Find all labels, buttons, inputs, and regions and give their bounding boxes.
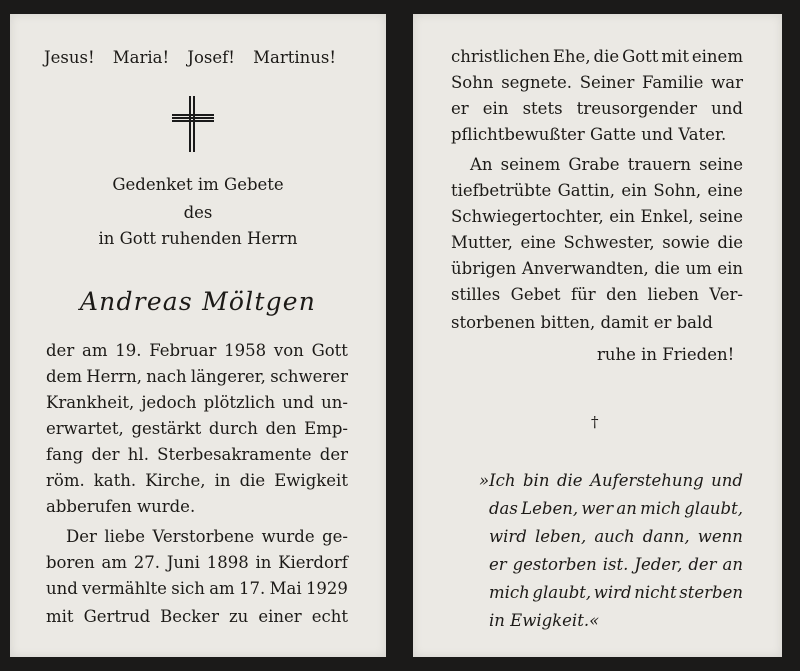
text-word: ein [482,99,509,118]
text-word: wird [489,527,527,546]
text-word: gestorben [512,555,597,574]
text-word: ein [717,259,743,278]
text-word: un- [321,393,348,412]
text-word: Gertrud [83,607,151,626]
text-word: röm. [46,471,85,490]
text-word: schwerer [270,367,348,386]
text-word: der [46,341,75,360]
text-word: den [265,419,297,438]
text-word: Krankheit, [46,393,135,412]
text-word: ist. [602,555,629,574]
text-word: er [451,99,469,118]
text-word: Jeder, [634,555,683,574]
text-word: vermählte [82,579,167,598]
text-line [46,607,348,627]
text-word: Familie [642,73,704,92]
text-word: wird [593,583,632,602]
text-word: der [319,445,348,464]
text-word: Der [66,527,97,546]
text-word: war [711,73,743,92]
text-word: zu [228,607,249,626]
text-word: 1958 [224,341,267,360]
text-line [470,155,743,175]
text-word: Enkel, [640,207,694,226]
text-word: an [722,555,743,574]
invocation-word: Maria! [112,48,170,67]
text-word: »Ich [479,471,516,490]
text-word: echt [311,607,348,626]
text-word: um [685,259,712,278]
text-word: er [489,555,507,574]
text-word: Becker [160,607,219,626]
text-word: dem [46,367,82,386]
text-line [451,125,726,145]
text-word: und [711,471,743,490]
text-word: wenn [697,527,743,546]
text-word: die [717,233,743,252]
text-word: glaubt, [684,499,743,518]
text-word: plötzlich [203,393,276,412]
text-line [46,445,348,465]
text-line [46,367,348,387]
text-word: Anverwandten, [521,259,649,278]
text-word: Juni [166,553,200,572]
text-word: wer [581,499,614,518]
text-word: Schwester, [563,233,655,252]
text-word: die [654,259,680,278]
text-word: eine [707,181,743,200]
text-word: fang [46,445,84,464]
text-word: der [688,555,717,574]
text-word: abberufen wurde. [46,497,196,516]
invocation-word: Jesus! [44,48,95,67]
text-word: Schwiegertochter, [451,207,604,226]
text-word: ein [621,181,648,200]
text-word: übrigen [451,259,517,278]
text-word: mich [489,583,530,602]
text-line [46,471,348,491]
closing-line: ruhe in Frieden! [597,345,735,364]
text-word: 27. [133,553,161,572]
text-line [489,555,743,575]
text-word: Ver- [709,285,743,304]
text-word: Emp- [304,419,348,438]
text-word: am [81,341,108,360]
text-word: für [571,285,596,304]
text-word: gestärkt [131,419,202,438]
text-word: erwartet, [46,419,124,438]
text-word: Leben, [521,499,579,518]
deceased-name: Andreas Möltgen [79,287,317,316]
intro-line: in Gott ruhenden Herrn [98,229,298,248]
text-word: der [91,445,120,464]
intro-line: des [183,203,213,222]
text-word: seine [699,207,743,226]
text-word: Auferstehung [590,471,704,490]
text-word: in [255,553,272,572]
text-word: Gattin, [557,181,616,200]
text-word: auch [594,527,635,546]
text-word: Mutter, [451,233,513,252]
text-word: stets [522,99,563,118]
text-word: glaubt, [532,583,592,602]
text-word: Herrn, [86,367,143,386]
text-word: Grabe [568,155,620,174]
text-word: von [273,341,304,360]
text-word: ge- [322,527,348,546]
text-word: in Ewigkeit.« [489,611,600,630]
text-word: Mai [269,579,302,598]
text-word: Gebet [510,285,561,304]
text-line [451,313,713,333]
text-line [479,471,743,491]
invocation-word: Josef! [187,48,235,67]
text-word: und [282,393,315,412]
small-cross-icon: † [591,413,599,431]
text-line [451,99,743,119]
text-word: christlichen [451,47,550,66]
text-word: 19. [115,341,142,360]
text-word: nach [146,367,187,386]
text-word: den [606,285,638,304]
text-word: die [239,471,266,490]
text-word: lieben [647,285,699,304]
left-page [10,14,386,657]
text-line [451,259,743,279]
text-line [489,583,743,603]
text-word: Kierdorf [278,553,348,572]
text-word: sowie [662,233,710,252]
text-word: Ehe, [552,47,591,66]
text-line [66,527,348,547]
text-line [451,207,743,227]
text-word: Sohn, [653,181,702,200]
invocation-line [44,48,336,68]
cross-icon [172,96,214,152]
text-word: dann, [642,527,690,546]
text-line [489,611,599,631]
text-word: Kirche, [145,471,206,490]
text-word: längerer, [190,367,266,386]
text-word: die [556,471,583,490]
text-word: Seiner [579,73,635,92]
text-word: 1898 [206,553,249,572]
text-line [46,553,348,573]
text-word: durch [208,419,258,438]
text-word: storbenen bitten, damit er bald [451,313,713,332]
text-line [46,579,348,599]
text-word: hl. [127,445,149,464]
text-word: segnete. [501,73,573,92]
right-page [413,14,782,657]
text-word: treusorgender [576,99,698,118]
text-word: Sohn [451,73,494,92]
text-line [451,47,743,67]
text-word: am [209,579,235,598]
text-word: Sterbesakramente [157,445,312,464]
text-line [489,527,743,547]
text-word: pflichtbewußter Gatte und Vater. [451,125,727,144]
text-line [451,285,743,305]
text-word: trauern [627,155,691,174]
text-word: Ewigkeit [274,471,348,490]
text-word: und [711,99,743,118]
text-word: an [616,499,637,518]
text-line [451,73,743,93]
text-word: Gott [311,341,348,360]
text-line [46,393,348,413]
text-word: liebe [104,527,146,546]
text-word: sich [171,579,205,598]
text-word: leben, [534,527,587,546]
invocation-word: Martinus! [253,48,336,67]
text-word: 17. [239,579,266,598]
text-word: jedoch [141,393,197,412]
intro-line: Gedenket im Gebete [112,175,284,194]
text-word: Gott [622,47,659,66]
text-word: das [489,499,518,518]
text-word: An [470,155,493,174]
text-line [489,499,743,519]
text-word: mit [46,607,74,626]
text-line [46,419,348,439]
text-word: seine [699,155,743,174]
text-line [46,497,195,517]
text-word: und [46,579,78,598]
text-word: tiefbetrübte [451,181,552,200]
text-word: Februar [149,341,217,360]
text-word: nicht [634,583,677,602]
text-word: stilles [451,285,501,304]
text-word: in [214,471,231,490]
text-word: boren [46,553,95,572]
text-word: am [101,553,128,572]
text-word: einem [691,47,743,66]
text-word: eine [520,233,556,252]
text-word: kath. [93,471,137,490]
text-line [451,181,743,201]
text-word: 1929 [305,579,348,598]
text-word: Verstorbene [152,527,255,546]
text-word: seinem [500,155,561,174]
text-word: wurde [261,527,315,546]
text-word: mich [640,499,681,518]
text-word: ein [609,207,635,226]
text-line [451,233,743,253]
text-word: die [593,47,620,66]
text-word: sterben [679,583,743,602]
text-word: bin [522,471,550,490]
text-word: mit [661,47,689,66]
text-line [46,341,348,361]
text-word: einer [258,607,302,626]
